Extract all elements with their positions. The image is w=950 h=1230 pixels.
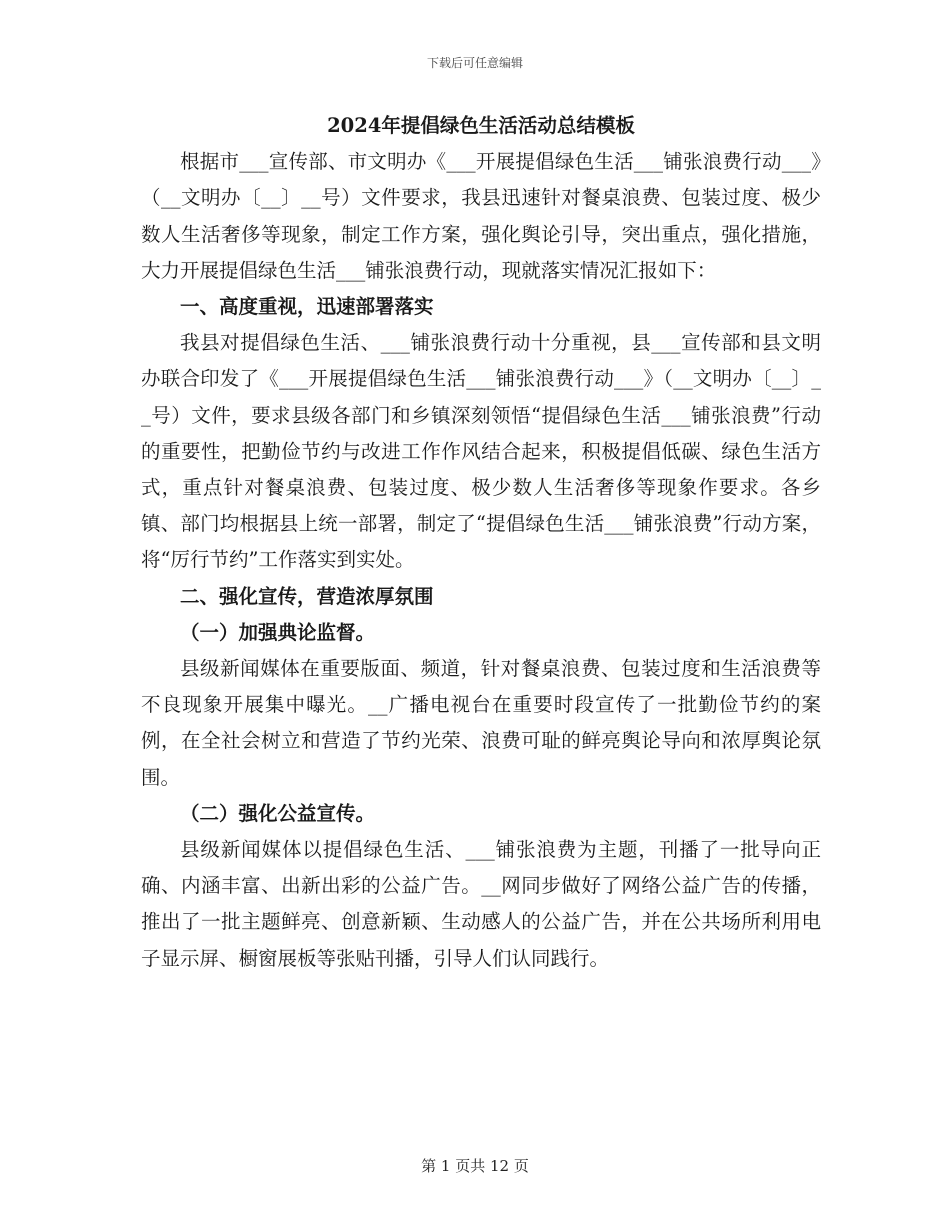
- page-header-note: 下载后可任意编辑: [426, 56, 523, 70]
- document-body: [141, 108, 821, 977]
- section-1-paragraph: 我县对提倡绿色生活、___铺张浪费行动十分重视，县___宣传部和县文明办联合印发了《___开展提倡绿色生活___铺张浪费行动___》（__文明办〔__〕__号）文件，要求县级各部门和乡镇深刻领悟“提倡绿色生活___铺张浪费”行动的重要性，把勤俭节约与改进工作作风结合起来，积极提倡低碳、绿色生活方式，重点针对餐桌浪费、包装过度、极少数人生活奢侈等现象作要求。各乡镇、部门均根据县上统一部署，制定了“提倡绿色生活___铺张浪费”行动方案，将“厉行节约”工作落实到实处。: [141, 331, 821, 572]
- page-footer-number: 第 1 页共 12 页: [421, 1157, 529, 1175]
- subsection-1-heading: （一）加强典论监督。: [180, 620, 376, 644]
- section-2-heading: 二、强化宣传，营造浓厚氛围: [180, 584, 434, 608]
- subsection-2-heading: （二）强化公益宣传。: [180, 801, 376, 825]
- document-title: 2024年提倡绿色生活活动总结模板: [327, 114, 635, 137]
- intro-paragraph: 根据市___宣传部、市文明办《___开展提倡绿色生活___铺张浪费行动___》（__文明办〔__〕__号）文件要求，我县迅速针对餐桌浪费、包装过度、极少数人生活奢侈等现象，制定工作方案，强化舆论引导，突出重点，强化措施，大力开展提倡绿色生活___铺张浪费行动，现就落实情况汇报如下：: [141, 150, 821, 282]
- subsection-1-paragraph: 县级新闻媒体在重要版面、频道，针对餐桌浪费、包装过度和生活浪费等不良现象开展集中曝光。__广播电视台在重要时段宣传了一批勤俭节约的案例，在全社会树立和营造了节约光荣、浪费可耻的鲜亮舆论导向和浓厚舆论氛围。: [141, 657, 821, 789]
- section-1-heading: 一、高度重视，迅速部署落实: [180, 295, 434, 319]
- subsection-2-paragraph: 县级新闻媒体以提倡绿色生活、___铺张浪费为主题，刊播了一批导向正确、内涵丰富、出新出彩的公益广告。__网同步做好了网络公益广告的传播，推出了一批主题鲜亮、创意新颖、生动感人的公益广告，并在公共场所利用电子显示屏、橱窗展板等张贴刊播，引导人们认同践行。: [141, 838, 821, 970]
